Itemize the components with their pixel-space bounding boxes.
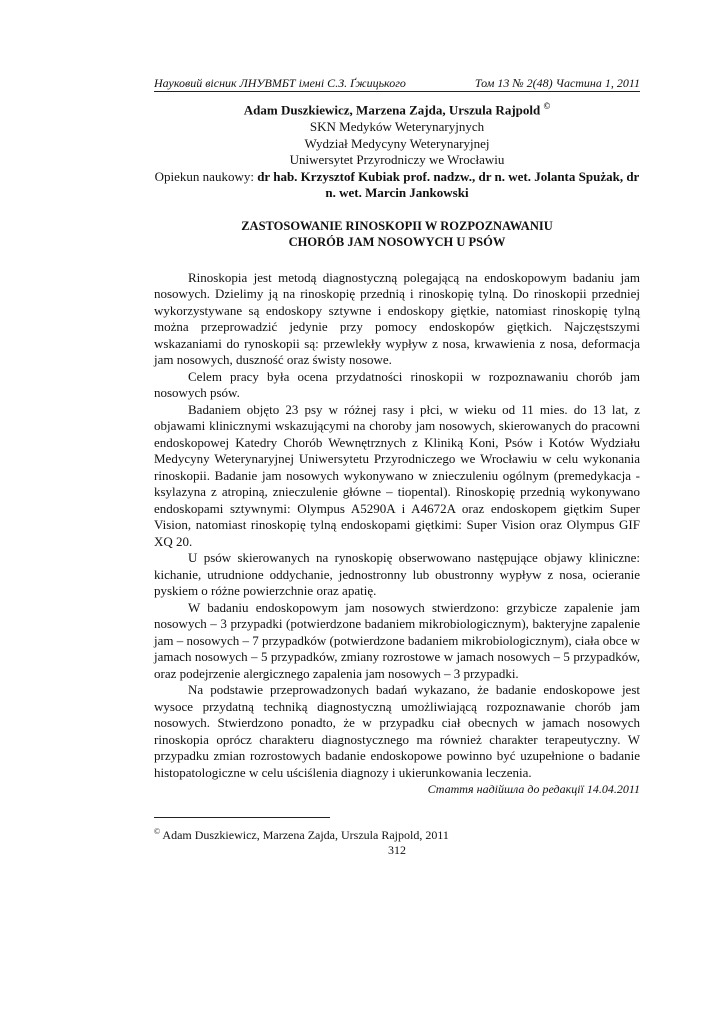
curator-line bbox=[154, 169, 640, 202]
page-number: 312 bbox=[388, 843, 406, 858]
article-page bbox=[154, 76, 640, 857]
article-title bbox=[154, 218, 640, 250]
author-names-text: Adam Duszkiewicz, Marzena Zajda, Urszula Rajpold bbox=[243, 102, 541, 118]
affiliation-line: Wydział Medycyny Weterynaryjnej bbox=[304, 135, 490, 151]
volume-info: Том 13 № 2(48) Частина 1, 2011 bbox=[474, 76, 640, 90]
footnote-mark: © bbox=[154, 827, 161, 837]
paragraph: Badaniem objęto 23 psy w różnej rasy i płci, w wieku od 11 mies. do 13 lat, z objawami klinicznymi wskazującymi na choroby jam nosowych, skierowanych do pracowni endoskopowej Katedry Chorób Wewnętrznych z Kliniką Koni, Psów i Kotów Wydziału Medycyny Weterynaryjnej Uniwersytetu Przyrodniczego we Wrocławiu w celu wykonania rinoskopii. Badanie jam nosowych wykonywano w znieczuleniu ogólnym (premedykacja - ksylazyna z atropiną, znieczulenie główne – tiopental). Rinoskopię przednią wykonywano endoskopami sztywnymi: Olympus A5290A i A4672A oraz endoskopem giętkim Super Vision, natomiast rinoskopię tylną endoskopami giętkimi: Super Vision oraz Olympus GIF XQ 20. bbox=[154, 401, 640, 549]
paragraph: Na podstawie przeprowadzonych badań wykazano, że badanie endoskopowe jest wysoce przydatną techniką diagnostyczną umożliwiającą rozpoznawanie chorób jam nosowych. Stwierdzono ponadto, że w przypadku ciał obecnych w jamach nosowych rinoskopia oprócz charakteru diagnostycznego ma również charakter terapeutyczny. W przypadku zmian rozrostowych badanie endoskopowe powinno być uzupełnione o badanie histopatologiczne w celu uściślenia diagnozy i ukierunkowania leczenia. bbox=[154, 682, 640, 780]
title-line: CHORÓB JAM NOSOWYCH U PSÓW bbox=[288, 234, 506, 249]
footnote-divider bbox=[154, 817, 330, 818]
journal-name: Науковий вісник ЛНУВМБТ імені С.З. Ґжицького bbox=[154, 76, 406, 90]
affiliation-line: SKN Medyków Weterynaryjnych bbox=[309, 118, 485, 134]
received-date: Стаття надійшла до редакції 14.04.2011 bbox=[427, 782, 640, 797]
footnote-text: Adam Duszkiewicz, Marzena Zajda, Urszula Rajpold, 2011 bbox=[160, 828, 449, 843]
paragraph: Rinoskopia jest metodą diagnostyczną polegającą na endoskopowym badaniu jam nosowych. Dzielimy ją na rinoskopię przednią i rinoskopię tylną. Do rinoskopii przedniej wykorzystywane są endoskopy sztywne i endoskopy giętkie, natomiast rinoskopię tylną można przeprowadzić jedynie przy pomocy endoskopów giętkich. Najczęstszymi wskazaniami do rynoskopii są: przewlekły wypływ z nosa, krwawienia z nosa, deformacja jam nosowych, duszność oraz świsty nosowe. bbox=[154, 269, 640, 368]
author-block bbox=[154, 98, 640, 202]
affiliation-line: Uniwersytet Przyrodniczy we Wrocławiu bbox=[289, 152, 505, 168]
running-header bbox=[154, 76, 640, 92]
paragraph: Celem pracy była ocena przydatności rinoskopii w rozpoznawaniu chorób jam nosowych psów. bbox=[154, 368, 640, 401]
author-names bbox=[154, 98, 640, 119]
paragraph: W badaniu endoskopowym jam nosowych stwierdzono: grzybicze zapalenie jam nosowych – 3 przypadki (potwierdzone badaniem mikrobiologicznym), bakteryjne zapalenie jam – nosowych – 7 przypadków (potwierdzone badaniem mikrobiologicznym), ciała obce w jamach nosowych – 5 przypadków, zmiany rozrostowe w jamach nosowych – 5 przypadków, oraz podejrzenie alergicznego zapalenia jam nosowych – 3 przypadki. bbox=[154, 599, 640, 681]
article-body bbox=[154, 270, 640, 782]
curator-label: Opiekun naukowy: bbox=[154, 168, 254, 184]
paragraph: U psów skierowanych na rynoskopię obserwowano następujące objawy kliniczne: kichanie, utrudnione oddychanie, jednostronny lub obustronny wypływ z nosa, ocieranie pyskiem o różne powierzchnie oraz apatię. bbox=[154, 550, 640, 599]
title-line: ZASTOSOWANIE RINOSKOPII W ROZPOZNAWANIU bbox=[241, 218, 553, 233]
copyright-footnote bbox=[154, 824, 640, 843]
curator-names: dr hab. Krzysztof Kubiak prof. nadzw., dr n. wet. Jolanta Spużak, dr n. wet. Marcin Jankowski bbox=[257, 168, 640, 201]
copyright-mark: © bbox=[543, 101, 551, 111]
